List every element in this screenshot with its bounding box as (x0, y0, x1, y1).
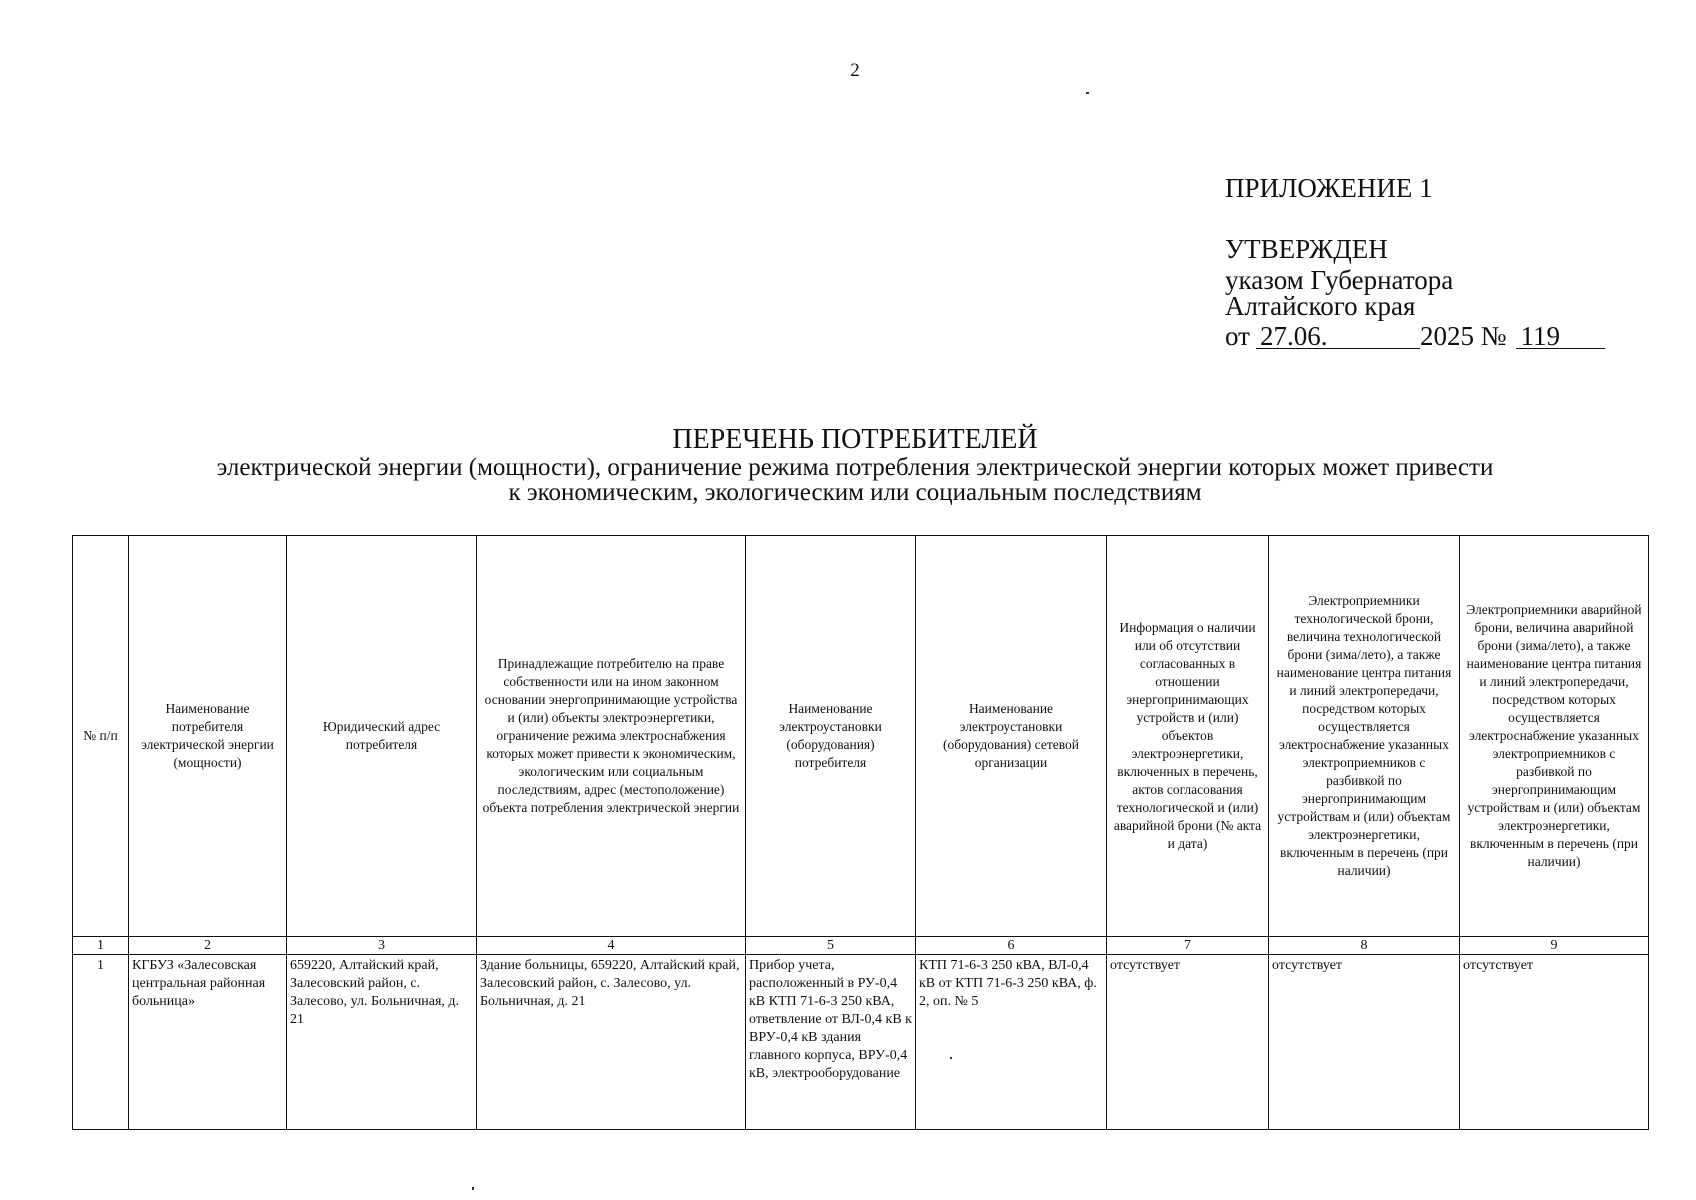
header-row (73, 536, 1649, 937)
header-network-installation: Наименование электроустановки (оборудования) сетевой организации (916, 536, 1107, 937)
cell-owned-devices: Здание больницы, 659220, Алтайский край, Залесовский район, с. Залесово, ул. Больничная, д. 21 (477, 955, 746, 1130)
year-label: 2025 № (1419, 321, 1507, 351)
approval-block (1225, 175, 1605, 350)
header-emergency-reserve: Электроприемники аварийной брони, величина аварийной брони (зима/лето), а также наименование центра питания и линий электропередачи, посредством которых осуществляется электроснабжение указанных электроприемников с разбивкой по энергопринимающим устройствам и (или) объектам электроэнергетики, включенным в перечень (при наличии) (1460, 536, 1649, 937)
header-consumer-name: Наименование потребителя электрической энергии (мощности) (129, 536, 287, 937)
cell-legal-address: 659220, Алтайский край, Залесовский район, с. Залесово, ул. Больничная, д. 21 (287, 955, 477, 1130)
column-number: 3 (287, 937, 477, 955)
cell-reserve-acts-info: отсутствует (1107, 955, 1269, 1130)
cell-consumer-name: КГБУЗ «Залесовская центральная районная больница» (129, 955, 287, 1130)
consumers-table (72, 535, 1649, 1130)
scan-speck (472, 1187, 474, 1190)
cell-consumer-installation: Прибор учета, расположенный в РУ-0,4 кВ КТП 71-6-3 250 кВА, ответвление от ВЛ-0,4 кВ к ВРУ-0,4 кВ здания главного корпуса, ВРУ-0,4 кВ, электрооборудование (746, 955, 916, 1130)
annex-label: ПРИЛОЖЕНИЕ 1 (1225, 173, 1433, 203)
column-number: 8 (1269, 937, 1460, 955)
document-title (100, 425, 1610, 505)
approval-region: Алтайского края (1225, 291, 1416, 321)
column-number-row (73, 937, 1649, 955)
column-number: 2 (129, 937, 287, 955)
header-legal-address: Юридический адрес потребителя (287, 536, 477, 937)
column-number: 4 (477, 937, 746, 955)
from-label: от (1225, 321, 1250, 351)
header-reserve-acts-info: Информация о наличии или об отсутствии согласованных в отношении энергопринимающих устройств и (или) объектов электроэнергетики, включенных в перечень, актов согласования технологической и (или) аварийной брони (№ акта и дата) (1107, 536, 1269, 937)
cell-network-installation: КТП 71-6-3 250 кВА, ВЛ-0,4 кВ от КТП 71-6-3 250 кВА, ф. 2, оп. № 5 (916, 955, 1107, 1130)
header-row-number: № п/п (73, 536, 129, 937)
header-technological-reserve: Электроприемники технологической брони, величина технологической брони (зима/лето), а также наименование центра питания и линий электропередачи, посредством которых осуществляется электроснабжение указанных электроприемников с разбивкой по энергопринимающим устройствам и (или) объектам электроэнергетики, включенным в перечень (при наличии) (1269, 536, 1460, 937)
column-number: 1 (73, 937, 129, 955)
table-row (73, 955, 1649, 1130)
title-main: ПЕРЕЧЕНЬ ПОТРЕБИТЕЛЕЙ (672, 424, 1038, 455)
column-number: 6 (916, 937, 1107, 955)
column-number: 9 (1460, 937, 1649, 955)
cell-emergency-reserve: отсутствует (1460, 955, 1649, 1130)
cell-technological-reserve: отсутствует (1269, 955, 1460, 1130)
approved-label: УТВЕРЖДЕН (1225, 234, 1388, 264)
title-sub-line-2: к экономическим, экологическим или социальным последствиям (508, 479, 1202, 506)
decree-number: 119 (1516, 324, 1605, 349)
header-owned-devices: Принадлежащие потребителю на праве собственности или на ином законном основании энергопринимающие устройства и (или) объекты электроэнергетики, ограничение режима электроснабжения которых может привести к экономическим, экологическим или социальным последствиям, адрес (местоположение) объекта потребления электрической энергии (477, 536, 746, 937)
header-consumer-installation: Наименование электроустановки (оборудования) потребителя (746, 536, 916, 937)
column-number: 5 (746, 937, 916, 955)
scan-speck (1086, 92, 1089, 94)
decree-date: 27.06. (1256, 324, 1420, 349)
approval-date-row (1225, 323, 1605, 350)
approval-authority: указом Губернатора (1225, 265, 1454, 295)
column-number: 7 (1107, 937, 1269, 955)
cell-row-number: 1 (73, 955, 129, 1130)
title-sub-line-1: электрической энергии (мощности), ограничение режима потребления электрической энергии которых может привести (216, 454, 1494, 481)
page-number: 2 (850, 60, 860, 81)
